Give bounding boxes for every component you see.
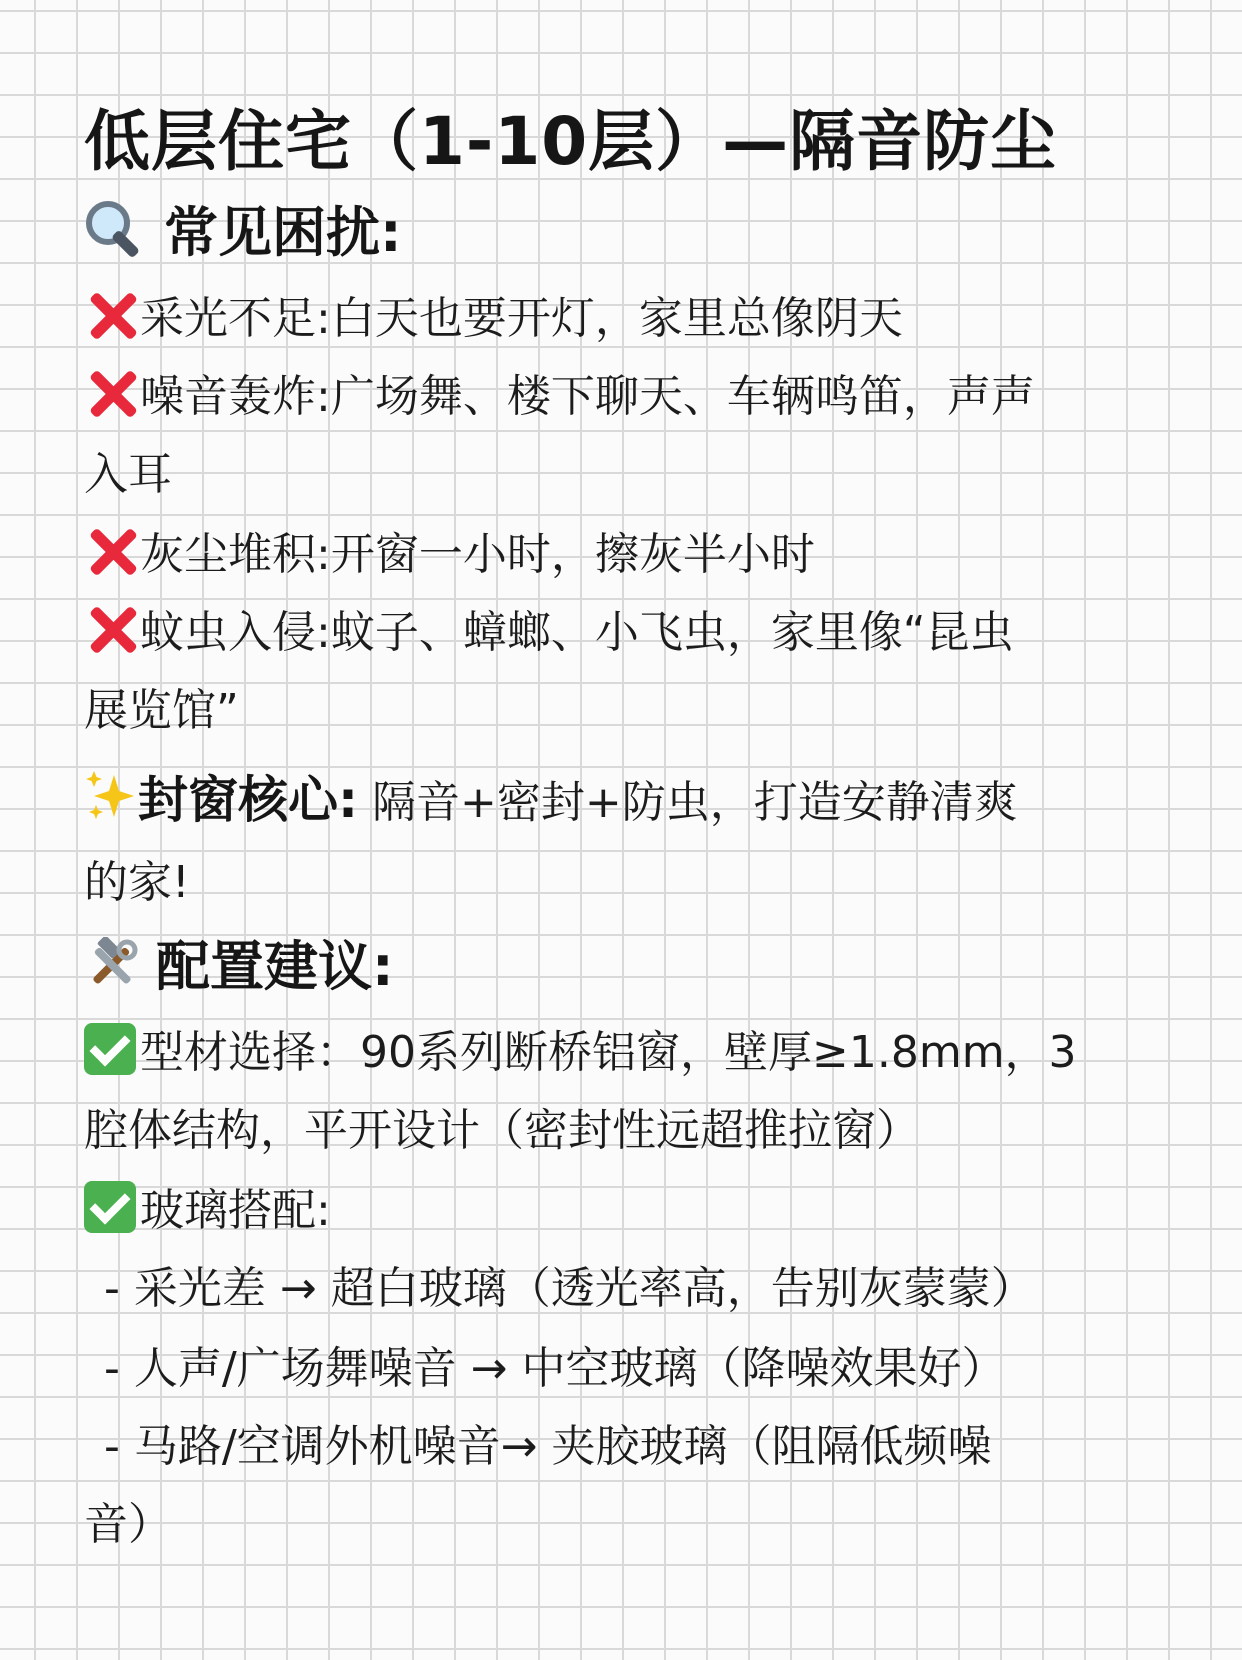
page-title: 低层住宅（1-10层）—隔音防尘	[84, 103, 1058, 180]
problems-heading-row	[84, 190, 402, 267]
core-continuation: 的家!	[84, 857, 190, 908]
problem-label: 蚊虫入侵:	[140, 607, 331, 658]
problem-continuation: 展览馆”	[84, 685, 239, 736]
glass-label: 玻璃搭配:	[140, 1185, 331, 1236]
core-row	[84, 760, 1018, 832]
problem-item	[84, 282, 903, 346]
glass-option-continuation: 音）	[84, 1499, 172, 1550]
magnifier-icon	[84, 199, 144, 259]
problem-text: 蚊子、蟑螂、小飞虫，家里像“昆虫	[330, 607, 1014, 658]
core-text: 隔音+密封+防虫，打造安静清爽	[372, 777, 1018, 828]
check-mark-icon	[84, 1181, 136, 1233]
cross-mark-icon	[84, 603, 138, 657]
problem-item	[84, 360, 1035, 424]
hammer-wrench-icon	[84, 937, 140, 993]
glass-option: - 马路/空调外机噪音→ 夹胶玻璃（阻隔低频噪	[104, 1421, 992, 1472]
cross-mark-icon	[84, 525, 138, 579]
glass-option: - 人声/广场舞噪音 → 中空玻璃（降噪效果好）	[104, 1343, 1006, 1394]
sparkles-icon	[84, 769, 138, 823]
config-heading: 配置建议:	[156, 935, 394, 998]
config-heading-row	[84, 924, 394, 1001]
cross-mark-icon	[84, 289, 138, 343]
check-mark-icon	[84, 1023, 136, 1075]
problem-item	[84, 596, 1014, 660]
problem-label: 噪音轰炸:	[140, 371, 331, 422]
glass-row	[84, 1174, 331, 1238]
problem-item	[84, 518, 815, 582]
problem-text: 开窗一小时，擦灰半小时	[330, 529, 815, 580]
problem-label: 灰尘堆积:	[140, 529, 331, 580]
cross-mark-icon	[84, 367, 138, 421]
profile-row	[84, 1016, 1077, 1080]
problems-heading: 常见困扰:	[164, 201, 402, 264]
problem-text: 广场舞、楼下聊天、车辆鸣笛，声声	[330, 371, 1035, 422]
core-label: 封窗核心:	[138, 771, 358, 829]
problem-label: 采光不足:	[140, 293, 331, 344]
profile-continuation: 腔体结构，平开设计（密封性远超推拉窗）	[84, 1105, 920, 1156]
problem-text: 白天也要开灯，家里总像阴天	[330, 293, 903, 344]
profile-text: 型材选择：90系列断桥铝窗，壁厚≥1.8mm，3	[140, 1027, 1077, 1078]
problem-continuation: 入耳	[84, 449, 172, 500]
glass-option: - 采光差 → 超白玻璃（透光率高，告别灰蒙蒙）	[104, 1263, 1035, 1314]
